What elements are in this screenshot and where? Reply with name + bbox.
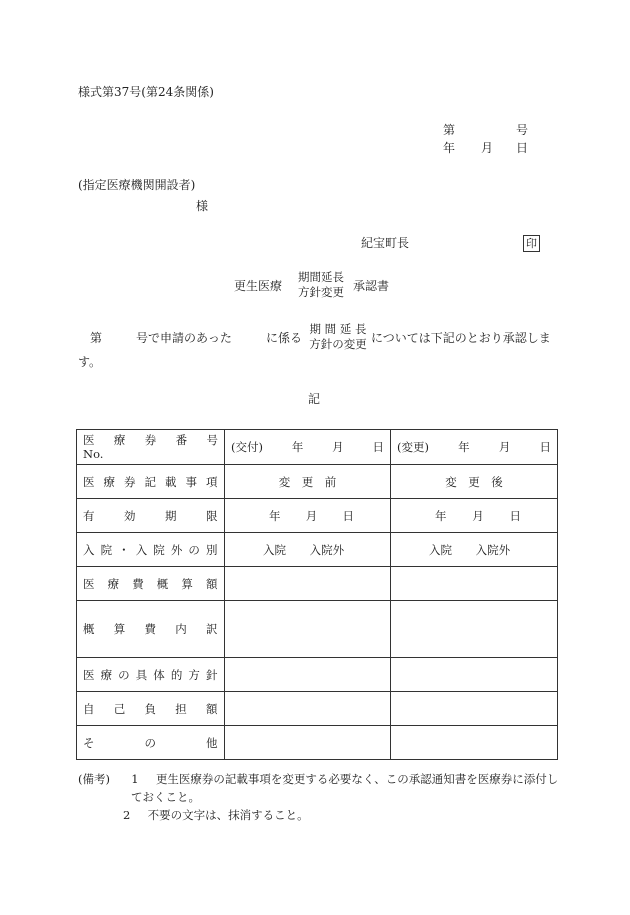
row-label-cost-breakdown: 概算費内訳 [77, 601, 225, 658]
row-label-estimated-cost: 医療費概算額 [77, 567, 225, 601]
row-label-other: その他 [77, 726, 225, 760]
title-option-change: 方針変更 [298, 285, 344, 299]
issue-date-cell: (交付) 年 月 日 [225, 430, 391, 465]
blank-cell [391, 692, 558, 726]
date-month: 月 [481, 141, 494, 155]
blank-cell [225, 658, 391, 692]
blank-cell [391, 658, 558, 692]
notes-heading: (備考) [78, 772, 110, 786]
validity-after-cell: 年 月 日 [391, 499, 558, 533]
body-part-1: 第 [90, 331, 103, 345]
row-label-ticket-number: 医療券番号 No. [77, 430, 225, 465]
row-label-copayment: 自己負担額 [77, 692, 225, 726]
inpatient-before-cell: 入院 入院外 [225, 533, 391, 567]
inpatient-after-cell: 入院 入院外 [391, 533, 558, 567]
blank-cell [225, 692, 391, 726]
title-options [293, 270, 349, 300]
blank-cell [391, 726, 558, 760]
issuer-name: 紀宝町長 [361, 236, 410, 250]
seal-stamp: 印 [523, 235, 540, 252]
blank-cell [391, 567, 558, 601]
table-row [77, 430, 558, 465]
note-2-number: 2 [123, 808, 131, 822]
row-label-inpatient-type: 入院・入院外の別 [77, 533, 225, 567]
table-row [77, 499, 558, 533]
number-suffix: 号 [516, 123, 529, 137]
before-change-header: 変 更 前 [225, 465, 391, 499]
form-id: 様式第37号(第24条関係) [78, 85, 214, 99]
body-part-3: に係る [266, 331, 303, 345]
body-option-extension: 期 間 延 長 [309, 322, 367, 336]
body-option-change: 方針の変更 [309, 337, 367, 351]
change-date-cell: (変更) 年 月 日 [391, 430, 558, 465]
title-prefix: 更生医療 [234, 279, 283, 293]
number-prefix: 第 [443, 123, 456, 137]
after-change-header: 変 更 後 [391, 465, 558, 499]
table-row [77, 726, 558, 760]
body-part-4: については下記のとおり承認しま [371, 331, 551, 345]
body-part-2: 号で申請のあった [136, 331, 232, 345]
blank-cell [225, 567, 391, 601]
validity-before-cell: 年 月 日 [225, 499, 391, 533]
row-label-ticket-items: 医療券記載事項 [77, 465, 225, 499]
table-row [77, 567, 558, 601]
details-table [76, 429, 558, 760]
table-row [77, 658, 558, 692]
row-label-validity: 有効期限 [77, 499, 225, 533]
table-row [77, 465, 558, 499]
title-suffix: 承認書 [353, 279, 390, 293]
body-options [306, 322, 370, 352]
date-year: 年 [443, 141, 456, 155]
row-label-treatment-policy: 医療の具体的方針 [77, 658, 225, 692]
note-1-line-1: 更生医療券の記載事項を変更する必要なく、この承認通知書を医療券に添付し [155, 772, 559, 786]
note-1-line-2: ておくこと。 [131, 790, 200, 804]
title-option-extension: 期間延長 [298, 270, 344, 284]
blank-cell [225, 726, 391, 760]
blank-cell [391, 601, 558, 658]
table-row [77, 601, 558, 658]
table-row [77, 533, 558, 567]
date-day: 日 [516, 141, 529, 155]
note-1-number: 1 [131, 772, 139, 786]
ki-heading: 記 [308, 392, 321, 406]
body-part-5: す。 [78, 355, 102, 369]
blank-cell [225, 601, 391, 658]
table-row [77, 692, 558, 726]
notes [78, 770, 558, 824]
addressee-honorific: 様 [196, 199, 209, 213]
note-2-text: 不要の文字は、抹消すること。 [147, 808, 309, 822]
addressee-org: (指定医療機関開設者) [78, 178, 196, 192]
